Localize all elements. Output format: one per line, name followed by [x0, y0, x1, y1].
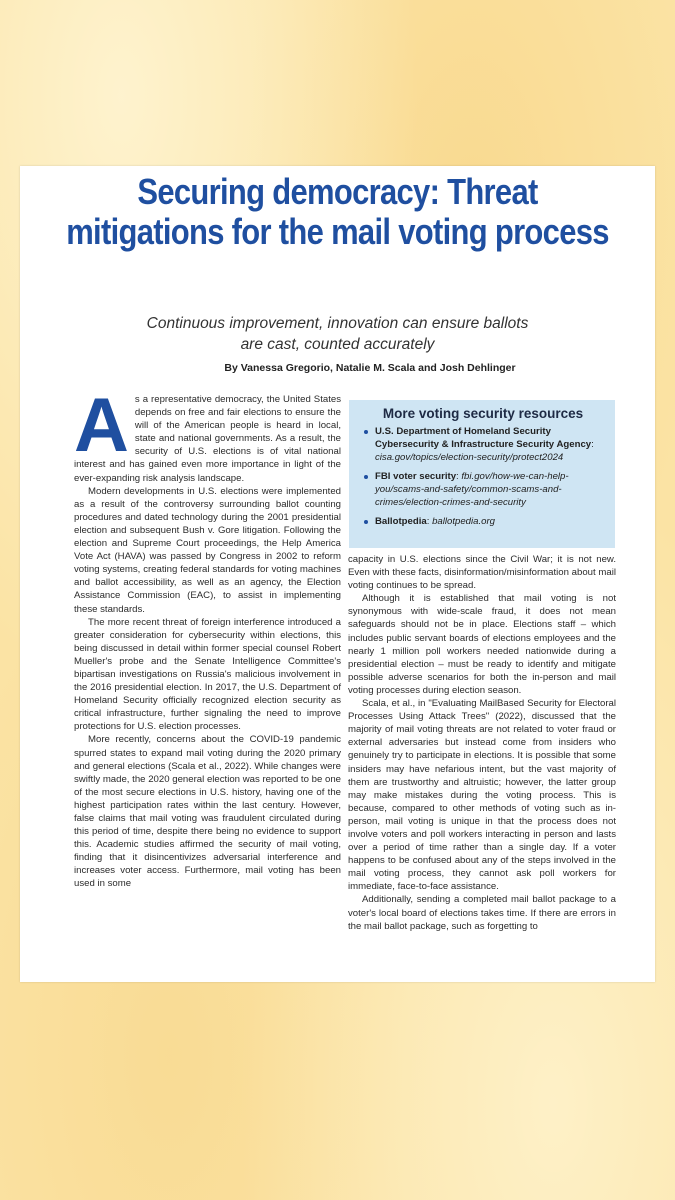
body-paragraph: More recently, concerns about the COVID-19 pandemic spurred states to expand mail voting during the 2020 primary and general elections (Scala et al., 2022). While changes were swiftly made, the 2020 general election was reported to be one of the most secure elections in U.S. history, having one of the highest participation rates within the last century. However, false claims that mail voting was fraudulent circulated during this period of time, despite there being no evidence to support this. Academic studies affirmed the security of mail voting, finding that it disincentivizes adversarial interference and increases voter access. Furthermore, mail voting has been used in some: [74, 734, 341, 890]
resource-name: FBI voter security: [375, 471, 457, 482]
body-paragraph: The more recent threat of foreign interference introduced a greater consideration for cybersecurity within elections, this being discussed in detail within former special counsel Robert Mueller's probe and the Senate Intelligence Committee's bipartisan investigations on Russia's malicious involvement in the 2016 presidential election. In 2017, the U.S. Department of Homeland Security officially recognized election security as critical infrastructure, further signaling the need to improve protections for U.S. election processes.: [74, 616, 341, 733]
resources-list: [363, 425, 603, 528]
resource-url[interactable]: ballotpedia.org: [432, 516, 496, 527]
resource-url[interactable]: cisa.gov/topics/election-security/protect2024: [375, 452, 564, 463]
subtitle-line: Continuous improvement, innovation can ensure ballots: [146, 315, 529, 332]
body-paragraph: Modern developments in U.S. elections were implemented as a result of the controversy surrounding ballot counting procedures and dated technology during the 2001 presidential election and subsequent Bush v. Gore litigation. Following the election and Supreme Court proceedings, the Help America Vote Act (HAVA) was passed by Congress in 2002 to reform voting systems, creating federal standards for voting machines and ballot accessibility, as well as an agency, the Election Assistance Commission (EAC), to assist in implementing these standards.: [74, 485, 341, 615]
resource-item: Ballotpedia: ballotpedia.org: [363, 515, 603, 528]
sidebar-title: More voting security resources: [382, 406, 584, 421]
body-paragraph: Although it is established that mail voting is not synonymous with wide-scale fraud, it does not mean safeguards should not be in place. Elections staff – which includes public servant boards of elections employees and the nearly 1 million poll workers needed nationwide during a presidential election – must be ready to identify and mitigate possible adverse scenarios for both the in-person and mail voting processes during election season.: [348, 593, 616, 696]
body-paragraph: Additionally, sending a completed mail ballot package to a voter's local board of elections takes time. If there are errors in the mail ballot package, such as forgetting to: [348, 894, 616, 932]
article-subtitle: [20, 313, 655, 355]
article-page: [20, 166, 655, 982]
resources-sidebar: [349, 400, 615, 548]
resource-name: U.S. Department of Homeland Security Cybersecurity & Infrastructure Security Agency: [375, 426, 592, 450]
subtitle-line: are cast, counted accurately: [240, 336, 435, 353]
body-paragraph: Scala, et al., in "Evaluating MailBased Security for Electoral Processes Using Attack Trees" (2022), discussed that the majority of mail voting threats are not related to voter fraud or external adversaries but instead come from insiders who genuinely try to participate in elections. It is possible that some insiders may have nefarious intent, but the vast majority of them are trustworthy and altruistic; however, the latter group may make mistakes during the voting process. This is because, compared to other methods of voting such as in-person, mail voting is unique in that the process does not involve voters and poll workers interacting in person and lasts over a period of time rather than a single day. If a voter happens to be confused about any of the steps involved in the mail voting process, they cannot ask poll workers for immediate, face-to-face assistance.: [348, 698, 616, 893]
left-column: [74, 383, 341, 891]
resource-item: U.S. Department of Homeland Security Cybersecurity & Infrastructure Security Agency: cisa.gov/topics/election-security/protect2024: [363, 425, 603, 464]
article-title: Securing democracy: Threat mitigations for the mail voting process: [66, 171, 609, 252]
body-paragraph: As a representative democracy, the United States depends on free and fair elections to ensure the will of the American people is heard in local, state and national governments. As a result, the security of U.S. elections is of vital national interest and has gained even more importance in light of the ever-expanding risk analysis landscape.: [74, 383, 341, 484]
body-paragraph: capacity in U.S. elections since the Civil War; it is not new. Even with these facts, disinformation/misinformation about mail voting continues to be spread.: [348, 554, 616, 592]
resource-item: FBI voter security: fbi.gov/how-we-can-help-you/scams-and-safety/common-scams-and-crimes/election-crimes-and-security: [363, 470, 603, 509]
resource-url[interactable]: fbi.gov/how-we-can-help-you/scams-and-safety/common-scams-and-crimes/election-crimes-and-security: [375, 471, 569, 508]
byline: By Vanessa Gregorio, Natalie M. Scala and Josh Dehlinger: [224, 362, 516, 374]
drop-cap: A: [74, 383, 129, 468]
resource-name: Ballotpedia: [375, 516, 427, 527]
right-column: [348, 553, 616, 933]
